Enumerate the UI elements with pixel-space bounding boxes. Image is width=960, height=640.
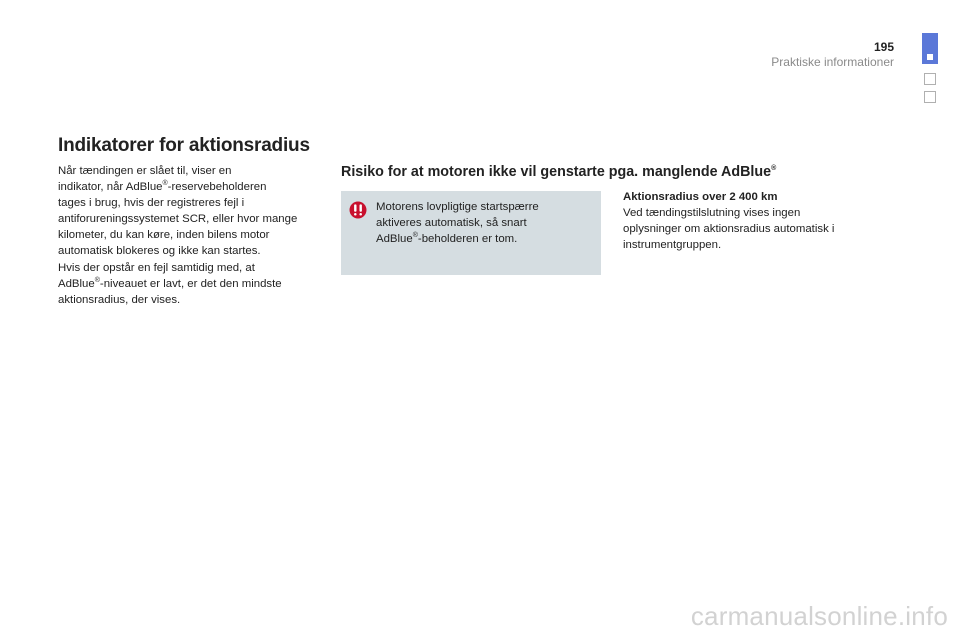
section-subtitle: Risiko for at motoren ikke vil genstarte pga. manglende AdBlue® (341, 164, 777, 180)
intro-line: indikator, når AdBlue®-reservebeholderen (58, 180, 267, 194)
intro-line: AdBlue®-niveauet er lavt, er det den mindste (58, 276, 282, 290)
radius-line: oplysninger om aktionsradius automatisk i (623, 223, 835, 236)
intro-line: Når tændingen er slået til, viser en (58, 165, 232, 177)
intro-line: aktionsradius, der vises. (58, 293, 181, 306)
warning-line: aktiveres automatisk, så snart (376, 217, 527, 230)
page-title: Indikatorer for aktionsradius (58, 135, 310, 156)
intro-line: kilometer, du kan køre, inden bilens motor (58, 229, 270, 242)
chapter-tab[interactable] (924, 73, 936, 85)
watermark-link[interactable]: carmanualsonline.info (690, 601, 948, 631)
radius-block (623, 189, 883, 253)
exclamation-warning-icon (349, 201, 367, 219)
warning-line: Motorens lovpligtige startspærre (376, 201, 539, 213)
intro-line: automatisk blokeres og ikke kan startes. (58, 245, 261, 258)
intro-line: antiforureningssystemet SCR, eller hvor mange (58, 213, 298, 226)
chapter-tab[interactable] (924, 91, 936, 103)
warning-text (376, 199, 591, 247)
page-number: 195 (873, 40, 894, 54)
warning-box (341, 191, 601, 275)
intro-paragraph (58, 163, 326, 308)
intro-line: Hvis der opstår en fejl samtidig med, at (58, 261, 255, 274)
tab-marker-icon (927, 54, 933, 60)
section-name: Praktiske informationer (771, 55, 894, 69)
radius-line: instrumentgruppen. (623, 239, 722, 252)
chapter-tab-active[interactable] (922, 33, 938, 64)
radius-line: Ved tændingstilslutning vises ingen (623, 207, 801, 220)
intro-line: tages i brug, hvis der registreres fejl i (58, 197, 245, 210)
warning-line: AdBlue®-beholderen er tom. (376, 232, 518, 246)
radius-heading: Aktionsradius over 2 400 km (623, 191, 778, 203)
